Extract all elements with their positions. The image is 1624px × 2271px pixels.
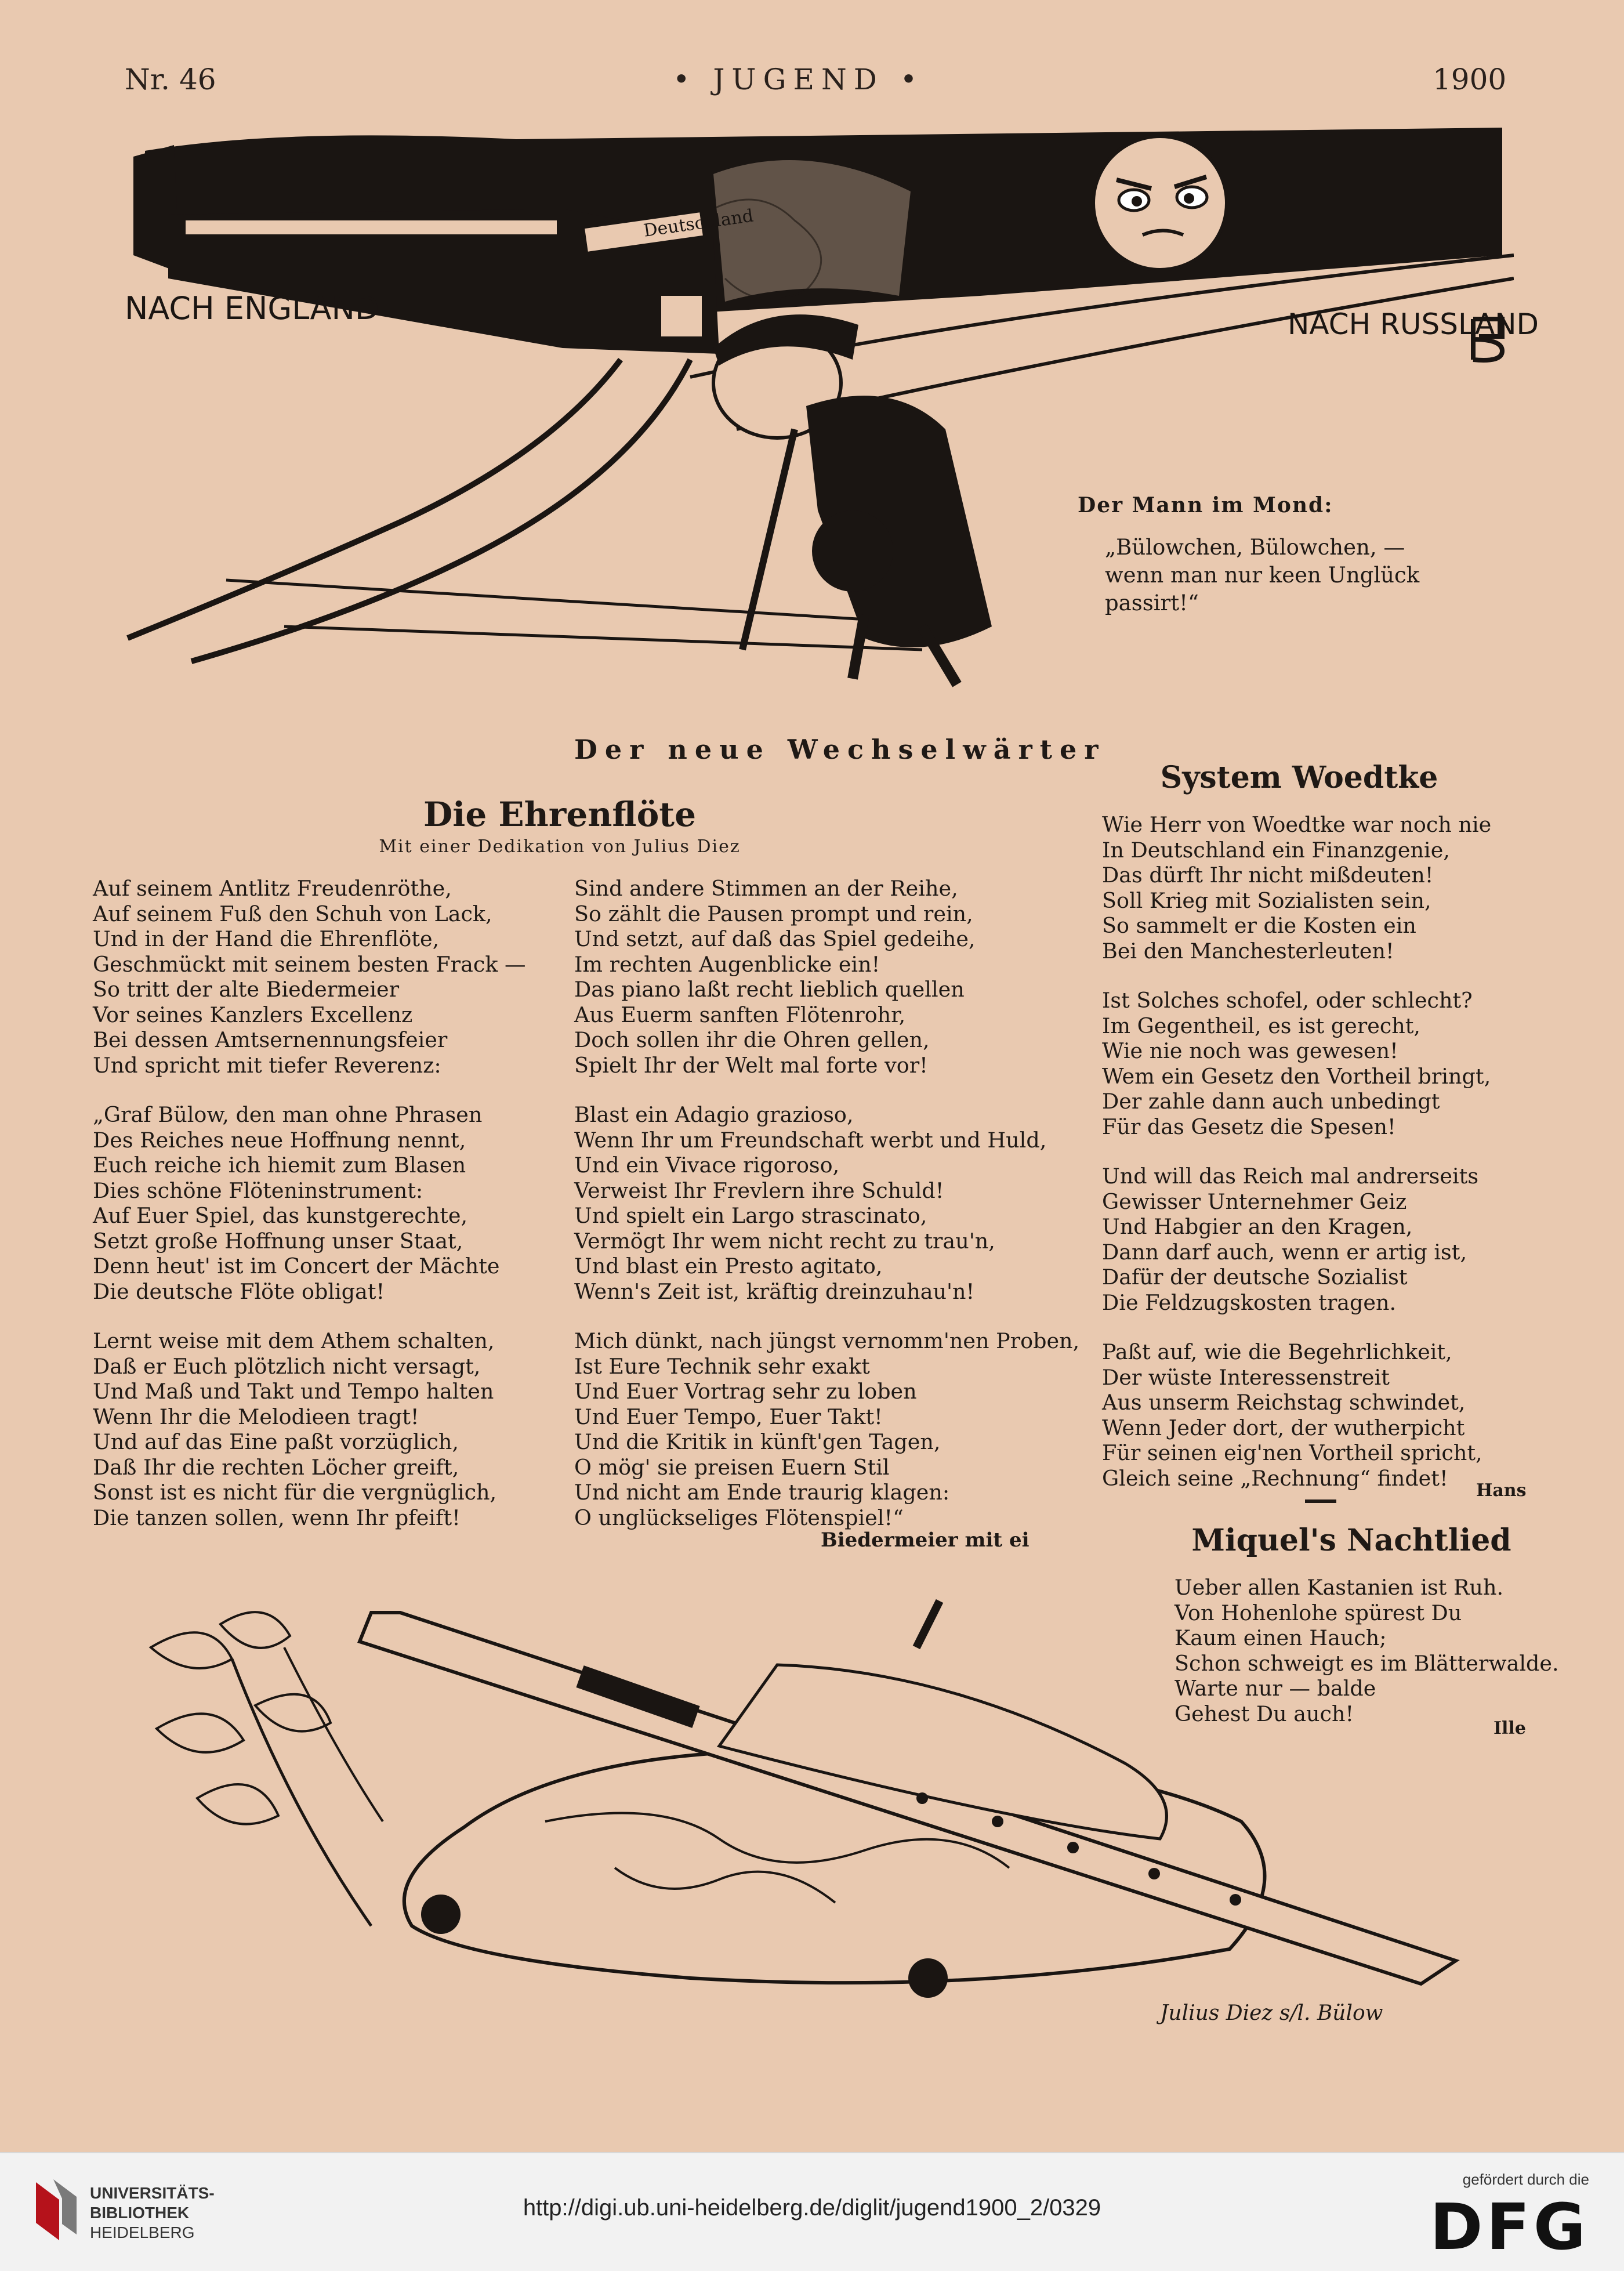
verse-line: Und in der Hand die Ehrenflöte, [93, 926, 440, 951]
verse-line: Gewisser Unternehmer Geiz [1102, 1189, 1407, 1214]
verse-line: Und ein Vivace rigoroso, [574, 1153, 840, 1178]
verse-line: Wenn Jeder dort, der wutherpicht [1102, 1415, 1465, 1440]
speaker-label: Der Mann im Mond: [1078, 493, 1333, 517]
illustration-credit: Julius Diez s/l. Bülow [1160, 2001, 1383, 2025]
verse-line: Und auf das Eine paßt vorzüglich, [93, 1429, 459, 1454]
speaker-quote [1105, 534, 1419, 617]
verse-line: Wenn Ihr um Freundschaft werbt und Huld, [574, 1127, 1047, 1153]
verse-line: Spielt Ihr der Welt mal forte vor! [574, 1052, 928, 1078]
verse-line: Die tanzen sollen, wenn Ihr pfeift! [93, 1505, 461, 1530]
poem1-column-1 [93, 876, 526, 1555]
verse-line: passirt!“ [1105, 591, 1199, 615]
verse-line: Wie Herr von Woedtke war noch nie [1102, 812, 1492, 837]
issue-year: 1900 [1433, 63, 1507, 96]
verse-line: Und spricht mit tiefer Reverenz: [93, 1052, 441, 1078]
flute-illustration [139, 1578, 1531, 2030]
cartoon-caption: Der neue Wechselwärter [574, 734, 1106, 765]
verse-line: wenn man nur keen Unglück [1105, 563, 1420, 588]
stanza [1102, 1339, 1491, 1491]
verse-line: Soll Krieg mit Sozialisten sein, [1102, 888, 1431, 913]
verse-line: Im rechten Augenblicke ein! [574, 951, 880, 977]
verse-line: „Graf Bülow, den man ohne Phrasen [93, 1102, 483, 1127]
magazine-title: • JUGEND • [673, 63, 925, 96]
issue-number: Nr. 46 [125, 63, 216, 96]
verse-line: Das dürft Ihr nicht mißdeuten! [1102, 863, 1434, 888]
stanza [1102, 988, 1491, 1139]
poem2-body [1102, 812, 1491, 1515]
verse-line: Und Euer Vortrag sehr zu loben [574, 1379, 917, 1404]
verse-line: Das piano laßt recht lieblich quellen [574, 977, 965, 1002]
verse-line: Sonst ist es nicht für die vergnüglich, [93, 1480, 497, 1505]
verse-line: Im Gegentheil, es ist gerecht, [1102, 1013, 1421, 1038]
verse-line: Dann darf auch, wenn er artig ist, [1102, 1239, 1467, 1265]
verse-line: Euch reiche ich hiemit zum Blasen [93, 1153, 466, 1178]
verse-line: O mög' sie preisen Euern Stil [574, 1454, 890, 1480]
verse-line: Geschmückt mit seinem besten Frack — [93, 951, 526, 977]
verse-line: „Bülowchen, Bülowchen, — [1105, 535, 1405, 560]
poem2-title: System Woedtke [1160, 760, 1438, 795]
verse-line: So zählt die Pausen prompt und rein, [574, 901, 973, 926]
verse-line: Schon schweigt es im Blätterwalde. [1174, 1650, 1559, 1676]
stanza [574, 1102, 1079, 1304]
verse-line: Die deutsche Flöte obligat! [93, 1278, 385, 1304]
verse-line: Aus Euerm sanften Flötenrohr, [574, 1002, 906, 1027]
verse-line: Und blast ein Presto agitato, [574, 1254, 883, 1278]
verse-line: Dies schöne Flöteninstrument: [93, 1178, 423, 1203]
verse-line: Setzt große Hoffnung unser Staat, [93, 1228, 463, 1254]
verse-line: Doch sollen ihr die Ohren gellen, [574, 1027, 930, 1052]
poem3-signature: Ille [1494, 1718, 1526, 1738]
dfg-logo: DFG [1430, 2190, 1589, 2264]
moon-face-icon [1093, 136, 1227, 270]
verse-line: Des Reiches neue Hoffnung nennt, [93, 1127, 466, 1153]
verse-line: Und nicht am Ende traurig klagen: [574, 1480, 950, 1505]
verse-line: Denn heut' ist im Concert der Mächte [93, 1254, 500, 1278]
stanza [1102, 1164, 1491, 1315]
verse-line: Wenn's Zeit ist, kräftig dreinzuhau'n! [574, 1278, 975, 1304]
poem1-column-2 [574, 876, 1079, 1555]
stanza [93, 1328, 526, 1530]
verse-line: Auf Euer Spiel, das kunstgerechte, [93, 1203, 468, 1228]
verse-line: Wenn Ihr die Melodieen tragt! [93, 1404, 419, 1429]
verse-line: Und die Kritik in künft'gen Tagen, [574, 1429, 941, 1454]
verse-line: Auf seinem Fuß den Schuh von Lack, [93, 901, 492, 926]
flower-sprig-icon [151, 1612, 383, 1926]
verse-line: Gleich seine „Rechnung“ findet! [1102, 1465, 1448, 1491]
verse-line: Sind andere Stimmen an der Reihe, [574, 876, 958, 901]
verse-line: Für das Gesetz die Spesen! [1102, 1114, 1396, 1139]
verse-line: Ist Eure Technik sehr exakt [574, 1353, 870, 1379]
verse-line: Vermögt Ihr wem nicht recht zu trau'n, [574, 1228, 995, 1254]
poem2-signature: Hans [1476, 1480, 1527, 1501]
stanza [1102, 812, 1491, 964]
verse-line: Gehest Du auch! [1174, 1701, 1354, 1726]
poem1-signature: Biedermeier mit ei [821, 1529, 1030, 1552]
verse-line: So tritt der alte Biedermeier [93, 977, 400, 1002]
verse-line: Daß Ihr die rechten Löcher greift, [93, 1454, 459, 1480]
stanza [93, 1102, 526, 1304]
verse-line: Bei den Manchesterleuten! [1102, 938, 1394, 964]
verse-line: O unglückseliges Flötenspiel!“ [574, 1505, 904, 1530]
verse-line: Und spielt ein Largo strascinato, [574, 1203, 927, 1228]
verse-line: Von Hohenlohe spürest Du [1174, 1600, 1462, 1625]
verse-line: Ist Solches schofel, oder schlecht? [1102, 988, 1473, 1013]
verse-line: Daß er Euch plötzlich nicht versagt, [93, 1353, 481, 1379]
funding-label: gefördert durch die [1462, 2171, 1589, 2188]
source-url-link[interactable]: http://digi.ub.uni-heidelberg.de/diglit/jugend1900_2/0329 [523, 2195, 1101, 2221]
divider [1305, 1499, 1336, 1503]
verse-line: Aus unserm Reichstag schwindet, [1102, 1390, 1466, 1415]
verse-line: Für seinen eig'nen Vortheil spricht, [1102, 1440, 1482, 1465]
poem1-subtitle: Mit einer Dedikation von Julius Diez [379, 836, 741, 857]
verse-line: Verweist Ihr Frevlern ihre Schuld! [574, 1178, 944, 1203]
poem3-title: Miquel's Nachtlied [1191, 1523, 1511, 1558]
poem1-title: Die Ehrenflöte [423, 795, 696, 834]
verse-line: Mich dünkt, nach jüngst vernomm'nen Proben, [574, 1328, 1080, 1353]
library-name: UNIVERSITÄTS- BIBLIOTHEK HEIDELBERG [90, 2184, 215, 2241]
verse-line: Und Maß und Takt und Tempo halten [93, 1379, 494, 1404]
verse-line: Und setzt, auf daß das Spiel gedeihe, [574, 926, 976, 951]
verse-line: Kaum einen Hauch; [1174, 1625, 1387, 1650]
stanza [574, 1328, 1079, 1530]
verse-line: Auf seinem Antlitz Freudenröthe, [93, 876, 452, 901]
verse-line: Und will das Reich mal andrerseits [1102, 1164, 1479, 1189]
verse-line: Der wüste Interessenstreit [1102, 1364, 1390, 1390]
train-sign: Deutschland [642, 205, 755, 241]
stanza [93, 876, 526, 1078]
verse-line: Dafür der deutsche Sozialist [1102, 1265, 1408, 1290]
verse-line: So sammelt er die Kosten ein [1102, 913, 1416, 938]
verse-line: Warte nur — balde [1174, 1676, 1376, 1701]
verse-line: Wie nie noch was gewesen! [1102, 1038, 1398, 1063]
cartoon-illustration [110, 104, 1514, 737]
label-nach-england: NACH ENGLAND [125, 290, 379, 327]
verse-line: Bei dessen Amtsernennungsfeier [93, 1027, 448, 1052]
switchman-figure [713, 314, 992, 684]
verse-line: Blast ein Adagio grazioso, [574, 1102, 854, 1127]
stanza [574, 876, 1079, 1078]
verse-line: Und Euer Tempo, Euer Takt! [574, 1404, 883, 1429]
verse-line: Wem ein Gesetz den Vortheil bringt, [1102, 1063, 1491, 1089]
label-nach-russland: NACH RUSSLAND [1288, 307, 1539, 341]
verse-line: Paßt auf, wie die Begehrlichkeit, [1102, 1339, 1452, 1364]
verse-line: Und Habgier an den Kragen, [1102, 1214, 1413, 1239]
verse-line: Ueber allen Kastanien ist Ruh. [1174, 1575, 1504, 1600]
verse-line: Vor seines Kanzlers Excellenz [93, 1002, 413, 1027]
verse-line: In Deutschland ein Finanzgenie, [1102, 837, 1450, 863]
viewer-footer [0, 2152, 1624, 2271]
verse-line: Die Feldzugskosten tragen. [1102, 1290, 1397, 1315]
verse-line: Der zahle dann auch unbedingt [1102, 1089, 1440, 1114]
verse-line: Lernt weise mit dem Athem schalten, [93, 1328, 495, 1353]
